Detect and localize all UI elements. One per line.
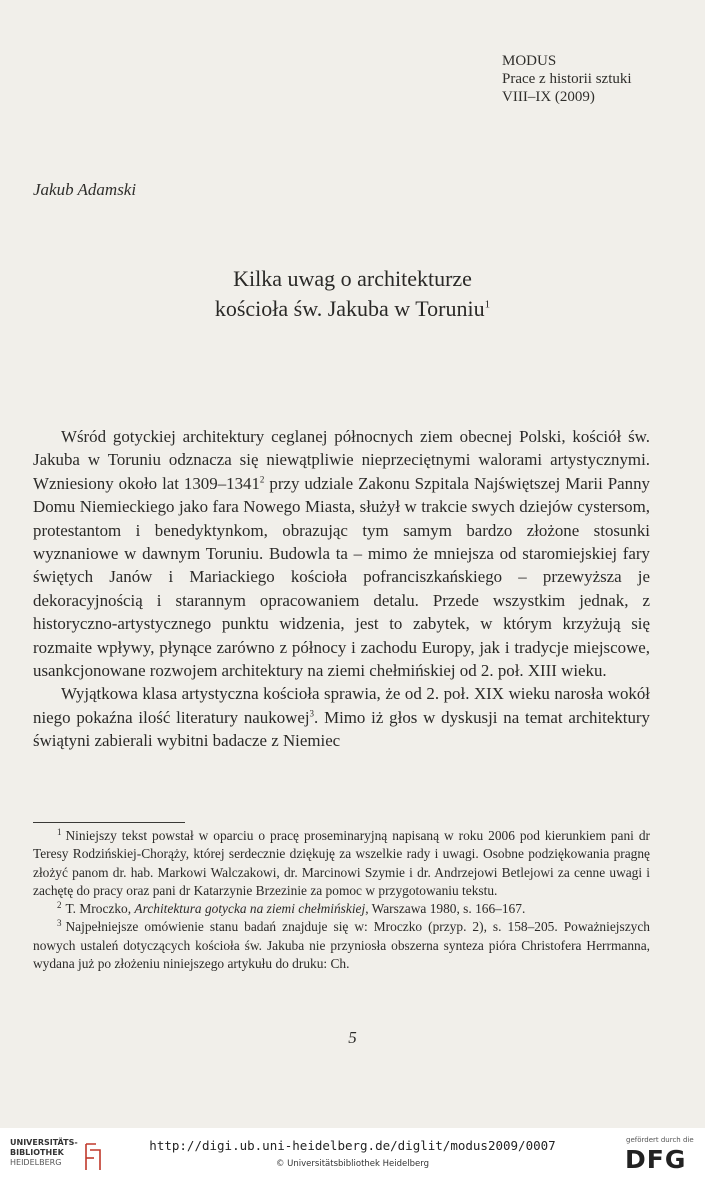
permalink-url[interactable]: http://digi.ub.uni-heidelberg.de/diglit/modus2009/0007 <box>149 1138 556 1153</box>
author-name: Jakub Adamski <box>33 180 137 199</box>
footnote-3-number: 3 <box>57 918 62 929</box>
title-line-1: Kilka uwag o architekturze <box>233 266 472 291</box>
title-footnote-ref[interactable]: 1 <box>484 298 491 311</box>
page-number: 5 <box>348 1028 357 1047</box>
footnote-divider <box>33 822 185 823</box>
footnote-2-post: , Warszawa 1980, s. 166–167. <box>365 901 526 917</box>
footnote-3-text: Najpełniejsze omówienie stanu badań znajduje się w: Mroczko (przyp. 2), s. 158–205. Poważniejszych nowych ustaleń dotyczących kościoła św. Jakuba nie przyniosła obszerna synteza pióra Christofera Herrmanna, wydana już po złożeniu niniejszego artykułu do druku: Ch. <box>33 919 650 972</box>
title-line-2-text: kościoła św. Jakuba w Toruniu <box>214 296 485 321</box>
footnotes <box>33 827 650 973</box>
footnote-1 <box>33 827 650 900</box>
footnote-2-number: 2 <box>57 899 62 910</box>
footnote-3 <box>33 918 650 973</box>
footnote-1-number: 1 <box>57 826 62 837</box>
copyright-notice: © Universitätsbibliothek Heidelberg <box>275 1159 429 1169</box>
footnote-2-pre: T. Mroczko, <box>65 901 135 917</box>
library-name-line-1: UNIVERSITÄTS- <box>10 1138 78 1147</box>
footnote-2 <box>33 900 650 918</box>
paragraph-1-text-a: Wśród gotyckiej architektury ceglanej północnych ziem obecnej Polski, kościół św. Jakuba w Toruniu odznacza się niewątpliwie nieprzeciętnymi walorami artystycznymi. Wzniesiony około lat 1309–1341 <box>33 427 650 493</box>
footnote-ref-3[interactable]: 3 <box>309 708 315 719</box>
journal-header <box>502 52 632 106</box>
paragraph-1-text-b: przy udziale Zakonu Szpitala Najświętszej Marii Panny Domu Niemieckiego jako fara Nowego Miasta, służył w trakcie swych dziejów cystersom, protestantom i benedyktynkom, obrazując tym samym bardzo złożone stosunki wyznaniowe w dawnym Toruniu. Budowla ta – mimo że mniejsza od staromiejskiej fary świętych Janów i Mariackiego kościoła pofranciszkańskiego – przewyższa je dekoracyjnością i starannym opracowaniem detalu. Przede wszystkim jednak, z historyczno-artystycznego punktu widzenia, jest to zabytek, w którym krzyżują się rozmaite wpływy, płynące zarówno z północy i zachodu Europy, jak i tradycje miejscowe, usankcjonowane rozwojem architektury na ziemi chełmińskiej od 2. poł. XIII wieku. <box>33 473 650 681</box>
library-name-line-2: BIBLIOTHEK <box>10 1148 64 1157</box>
journal-subtitle: Prace z historii sztuki <box>502 71 632 87</box>
funded-by-label: gefördert durch die <box>626 1136 694 1144</box>
title-line-2 <box>0 294 705 324</box>
paragraph-2-text-b: . Mimo iż głos w dyskusji na temat architektury świątyni zabierali wybitni badacze z Niemiec <box>33 707 650 751</box>
paragraph-2-text-a: Wyjątkowa klasa artystyczna kościoła sprawia, że od 2. poł. XIX wieku narosła wokół niego pokaźna ilość literatury naukowej <box>33 684 650 727</box>
article-title <box>0 264 705 324</box>
paragraph-2 <box>33 682 650 752</box>
footnote-ref-2[interactable]: 2 <box>259 474 265 485</box>
article-body <box>33 425 650 753</box>
footnote-1-text: Niniejszy tekst powstał w oparciu o pracę proseminaryjną napisaną w roku 2006 pod kierunkiem pani dr Teresy Rodzińskiej-Chorąży, której serdecznie dziękuję za wszelkie rady i uwagi. Osobne podziękowania pragnę złożyć panom dr. hab. Markowi Walczakowi, dr. Marcinowi Szymie i dr. Andrzejowi Betlejowi za cenne uwagi i zachętę do pracy oraz pani dr Katarzynie Brzezinie za pomoc w przygotowaniu tekstu. <box>33 828 650 898</box>
dfg-logo[interactable]: DFG <box>625 1145 687 1174</box>
footer-bar <box>0 1128 705 1181</box>
paragraph-1 <box>33 425 650 682</box>
library-name-line-3: HEIDELBERG <box>10 1158 62 1167</box>
footnote-2-book-title: Architektura gotycka na ziemi chełmińskiej <box>134 901 366 917</box>
journal-volume: VIII–IX (2009) <box>502 89 595 105</box>
journal-name: MODUS <box>502 53 557 69</box>
